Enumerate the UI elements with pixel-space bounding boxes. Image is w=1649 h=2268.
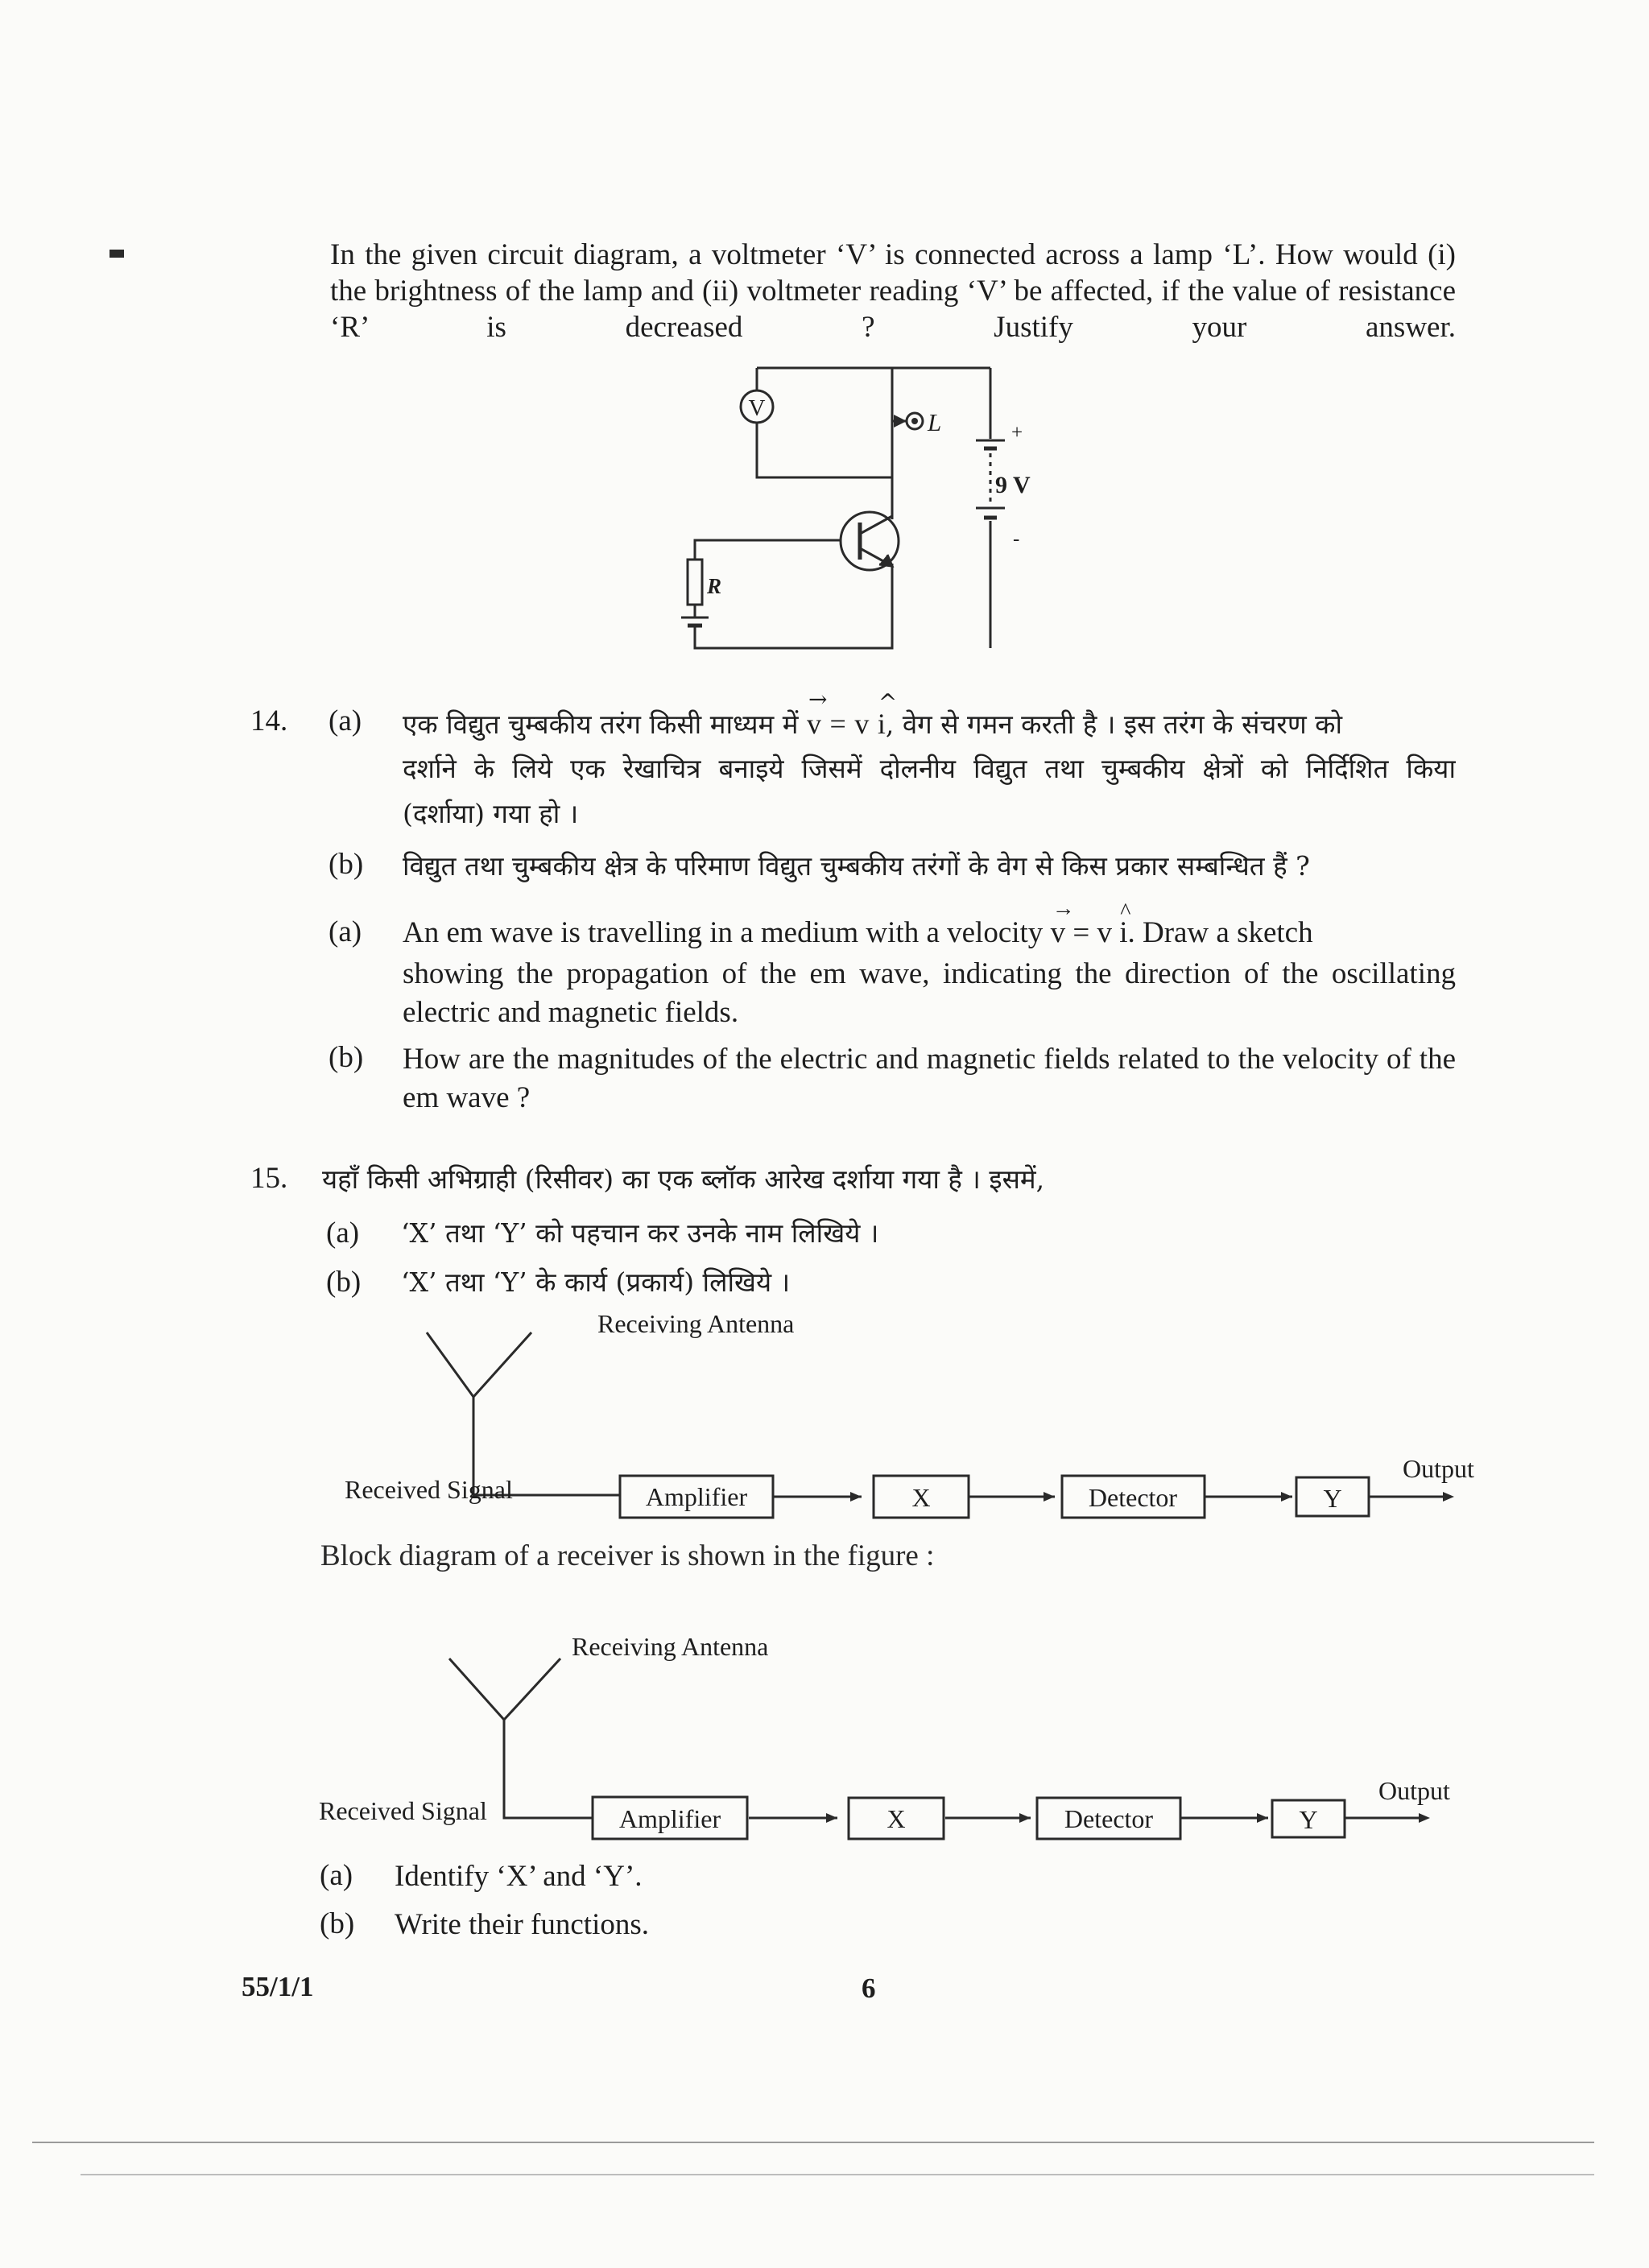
paper-code: 55/1/1 xyxy=(242,1971,314,2002)
detector-label-2: Detector xyxy=(1064,1804,1154,1833)
lamp-label: L xyxy=(928,408,942,436)
receiver-block-diagram-1 xyxy=(338,1308,1498,1526)
q14-english-a-line1-pre: An em wave is travelling in a medium with a velocity xyxy=(403,916,1044,949)
unit-vector-i-en: ^ i xyxy=(1119,899,1131,949)
unit-vector-i: ^ i xyxy=(877,689,898,740)
amplifier-label: Amplifier xyxy=(645,1482,748,1511)
page-number: 6 xyxy=(862,1973,876,2004)
output-label: Output xyxy=(1403,1454,1474,1483)
velocity-coef-en: v xyxy=(1097,916,1112,949)
q14-english-b-label: (b) xyxy=(329,1041,364,1074)
antenna-label: Receiving Antenna xyxy=(597,1309,795,1338)
q14-english-a-line1-post: . Draw a sketch xyxy=(1127,916,1313,949)
output-label-2: Output xyxy=(1378,1776,1450,1805)
q14-hindi-a-line2: दर्शाने के लिये एक रेखाचित्र बनाइये जिसमें दोलनीय विद्युत तथा चुम्बकीय क्षेत्रों को निर्दिशित किया xyxy=(403,753,1456,784)
q15-hindi-b-text: ‘X’ तथा ‘Y’ के कार्य (प्रकार्य) लिखिये । xyxy=(401,1266,791,1298)
q14-english-a-label: (a) xyxy=(329,915,362,948)
q15-hindi-intro: यहाँ किसी अभिग्राही (रिसीवर) का एक ब्लॉक आरेख दर्शाया गया है । इसमें, xyxy=(322,1163,1045,1195)
q15-number: 15. xyxy=(250,1162,288,1195)
q14-hindi-a-line1: एक विद्युत चुम्बकीय तरंग किसी माध्यम में → v = v ^ i, वेग से गमन करती है । इस तरंग के संचरण को xyxy=(403,702,1456,746)
margin-mark xyxy=(110,250,124,258)
velocity-equals: = xyxy=(829,708,846,740)
velocity-vector: → v xyxy=(807,686,828,740)
q14-hindi-a-label: (a) xyxy=(329,704,362,737)
battery-voltage-label: 9 V xyxy=(995,472,1031,498)
transistor-symbol xyxy=(841,512,899,570)
q14-number: 14. xyxy=(250,704,288,737)
q14-hindi-b-text: विद्युत तथा चुम्बकीय क्षेत्र के परिमाण विद्युत चुम्बकीय तरंगों के वेग से किस प्रकार सम्बन्धित हैं ? xyxy=(403,850,1310,882)
q15-english-a-text: Identify ‘X’ and ‘Y’. xyxy=(395,1860,643,1893)
battery-minus-label: - xyxy=(1013,528,1020,550)
q15-hindi-b-label: (b) xyxy=(326,1266,362,1299)
velocity-equals-en: = xyxy=(1072,916,1090,949)
voltmeter-label: V xyxy=(748,395,766,421)
page-edge-line xyxy=(32,2142,1594,2143)
amplifier-label-2: Amplifier xyxy=(618,1804,721,1833)
q13-circuit-diagram xyxy=(676,358,1031,668)
q15-hindi-a-label: (a) xyxy=(326,1217,360,1250)
y-label-2: Y xyxy=(1299,1805,1318,1834)
antenna-label-2: Receiving Antenna xyxy=(572,1634,769,1661)
q14-hindi-a-line3: (दर्शाया) गया हो । xyxy=(403,798,579,829)
q14-hindi-b-label: (b) xyxy=(329,848,364,881)
battery-plus-label: + xyxy=(1011,422,1023,444)
q15-english-intro: Block diagram of a receiver is shown in the figure : xyxy=(320,1539,935,1572)
x-label-2: X xyxy=(886,1804,906,1833)
q15-english-a-label: (a) xyxy=(320,1859,353,1892)
q14-english-a-rest: showing the propagation of the em wave, indicating the direction of the oscillating electric and magnetic fields. xyxy=(403,957,1456,1029)
q14-hindi-a-line1-pre: एक विद्युत चुम्बकीय तरंग किसी माध्यम में xyxy=(403,708,799,740)
q14-hindi-a-line1-post: वेग से गमन करती है । इस तरंग के संचरण को xyxy=(902,708,1343,740)
q14-english-b-text: How are the magnitudes of the electric and magnetic fields related to the velocity of the em wave ? xyxy=(403,1043,1456,1114)
lamp-symbol xyxy=(894,413,923,429)
detector-label: Detector xyxy=(1088,1483,1178,1512)
resistor-symbol xyxy=(688,560,702,605)
base-cell-symbol xyxy=(681,618,709,632)
velocity-vector-en: → v xyxy=(1050,896,1075,949)
y-label: Y xyxy=(1323,1484,1342,1513)
q15-english-b-text: Write their functions. xyxy=(395,1908,649,1941)
velocity-coef: v xyxy=(854,708,870,740)
received-signal-label-2: Received Signal xyxy=(319,1796,487,1825)
q13-text: In the given circuit diagram, a voltmeter ‘V’ is connected across a lamp ‘L’. How would (i) the brightness of the lamp and (ii) voltmeter reading ‘V’ be affected, if the value of resistance ‘R’ is decreased ? Justify your answer. xyxy=(330,238,1456,344)
received-signal-label: Received Signal xyxy=(345,1475,513,1504)
q14-english-a-line1 xyxy=(403,896,1456,951)
resistor-label: R xyxy=(707,574,722,598)
q15-english-b-label: (b) xyxy=(320,1907,355,1940)
x-label: X xyxy=(911,1483,931,1512)
receiver-block-diagram-2 xyxy=(314,1634,1473,1852)
page-edge-line-2 xyxy=(81,2174,1594,2175)
q15-hindi-a-text: ‘X’ तथा ‘Y’ को पहचान कर उनके नाम लिखिये । xyxy=(401,1217,879,1249)
